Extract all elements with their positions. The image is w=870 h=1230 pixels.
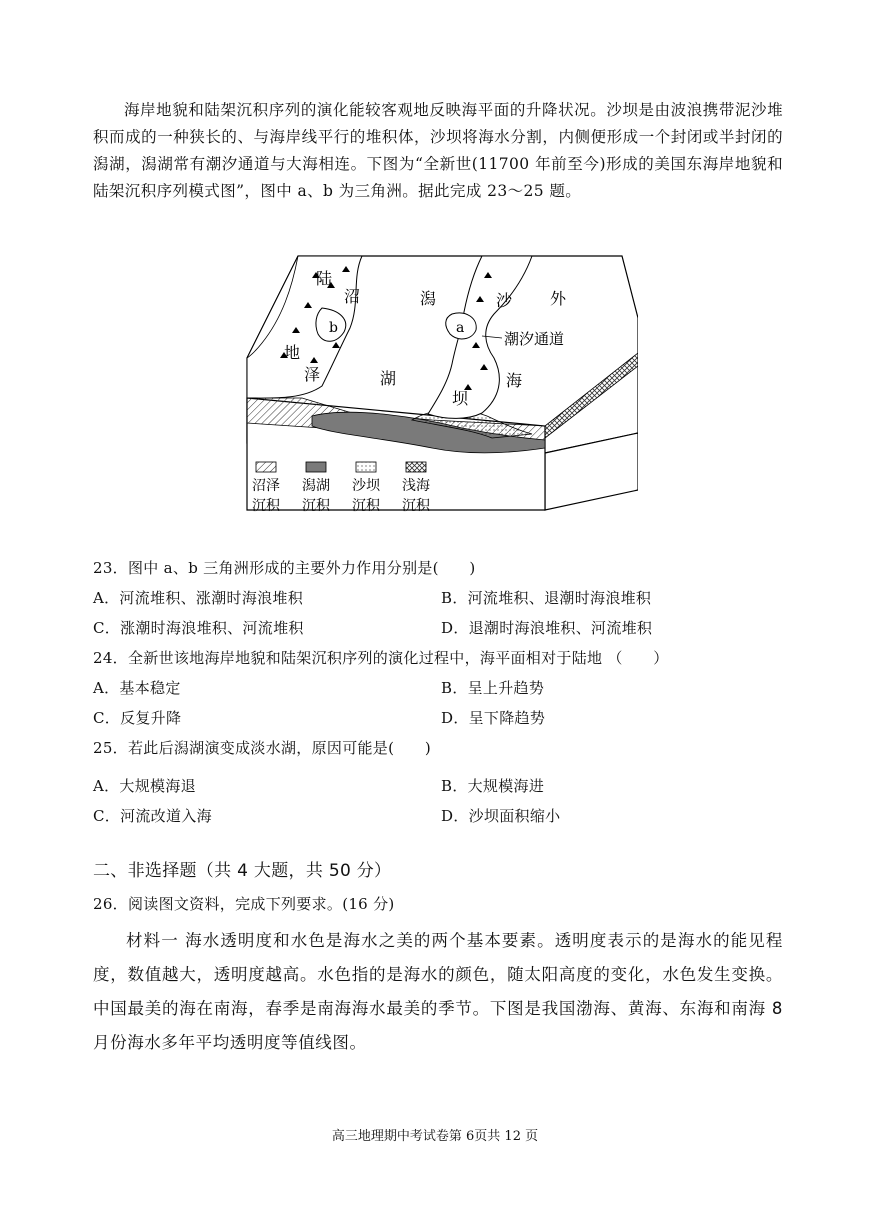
label-di: 地 (284, 343, 301, 362)
label-ze: 泽 (304, 365, 321, 384)
label-lu: 陆 (316, 269, 333, 288)
question-24-stem: 24．全新世该地海岸地貌和陆架沉积序列的演化过程中，海平面相对于陆地 （ ） (93, 649, 669, 667)
section-2-title: 二、非选择题（共 4 大题，共 50 分） (93, 861, 392, 881)
question-25-option-d: D．沙坝面积缩小 (441, 807, 561, 825)
question-23-stem: 23．图中 a、b 三角洲形成的主要外力作用分别是( ) (93, 559, 476, 577)
legend-sandbar-line2: 沉积 (352, 498, 380, 514)
label-xi: 潟 (420, 289, 437, 308)
legend-swatch-marsh (256, 462, 276, 472)
question-25-option-a: A．大规模海退 (93, 777, 196, 795)
legend-swatch-shallow-sea (406, 462, 426, 472)
question-23-option-d: D．退潮时海浪堆积、河流堆积 (441, 619, 653, 637)
question-24-option-a: A．基本稳定 (93, 679, 181, 697)
label-b: b (329, 320, 338, 336)
label-ba: 坝 (452, 389, 469, 408)
question-24-option-b: B．呈上升趋势 (441, 679, 545, 697)
question-23-option-c: C．涨潮时海浪堆积、河流堆积 (93, 619, 304, 637)
question-24-option-c: C．反复升降 (93, 709, 182, 727)
legend-lagoon-line1: 潟湖 (302, 478, 330, 494)
legend-shallow-line2: 沉积 (402, 498, 430, 514)
question-25-option-b: B．大规模海进 (441, 777, 545, 795)
question-26-stem: 26．阅读图文资料，完成下列要求。(16 分) (93, 895, 395, 913)
label-hai: 海 (506, 371, 523, 390)
material-one-paragraph: 材料一 海水透明度和水色是海水之美的两个基本要素。透明度表示的是海水的能见程度，数值越大，透明度越高。水色指的是海水的颜色，随太阳高度的变化，水色发生变换。中国最美的海在南海，春季是南海海水最美的季节。下图是我国渤海、黄海、东海和南海 8 月份海水多年平均透明度等值线图。 (93, 931, 783, 1052)
label-zhao: 沼 (344, 287, 361, 306)
legend-lagoon-line2: 沉积 (302, 498, 330, 514)
legend-swatch-lagoon (306, 462, 326, 472)
coast-sediment-diagram (232, 248, 638, 520)
legend-marsh-line2: 沉积 (252, 498, 280, 514)
label-a: a (456, 320, 465, 336)
legend-swatch-sandbar (356, 462, 376, 472)
question-23-option-a: A．河流堆积、涨潮时海浪堆积 (93, 589, 304, 607)
legend-marsh-line1: 沼泽 (252, 478, 280, 494)
question-24-option-d: D．呈下降趋势 (441, 709, 546, 727)
label-sha: 沙 (496, 291, 513, 310)
legend-sandbar-line1: 沙坝 (352, 478, 380, 494)
question-25-stem: 25．若此后潟湖演变成淡水湖，原因可能是( ) (93, 739, 431, 757)
question-23-option-b: B．河流堆积、退潮时海浪堆积 (441, 589, 652, 607)
page-footer: 高三地理期中考试卷第 6页共 12 页 (331, 1129, 539, 1144)
legend-shallow-line1: 浅海 (402, 478, 430, 494)
label-wai: 外 (550, 289, 567, 308)
label-tidal-channel: 潮汐通道 (504, 330, 565, 348)
intro-paragraph: 海岸地貌和陆架沉积序列的演化能较客观地反映海平面的升降状况。沙坝是由波浪携带泥沙堆积而成的一种狭长的、与海岸线平行的堆积体，沙坝将海水分割，内侧便形成一个封闭或半封闭的潟湖，潟湖常有潮汐通道与大海相连。下图为“全新世(11700 年前至今)形成的美国东海岸地貌和陆架沉积序列模式图”，图中 a、b 为三角洲。据此完成 23～25 题。 (93, 101, 783, 200)
label-hu: 湖 (380, 369, 397, 388)
question-25-option-c: C．河流改道入海 (93, 807, 212, 825)
